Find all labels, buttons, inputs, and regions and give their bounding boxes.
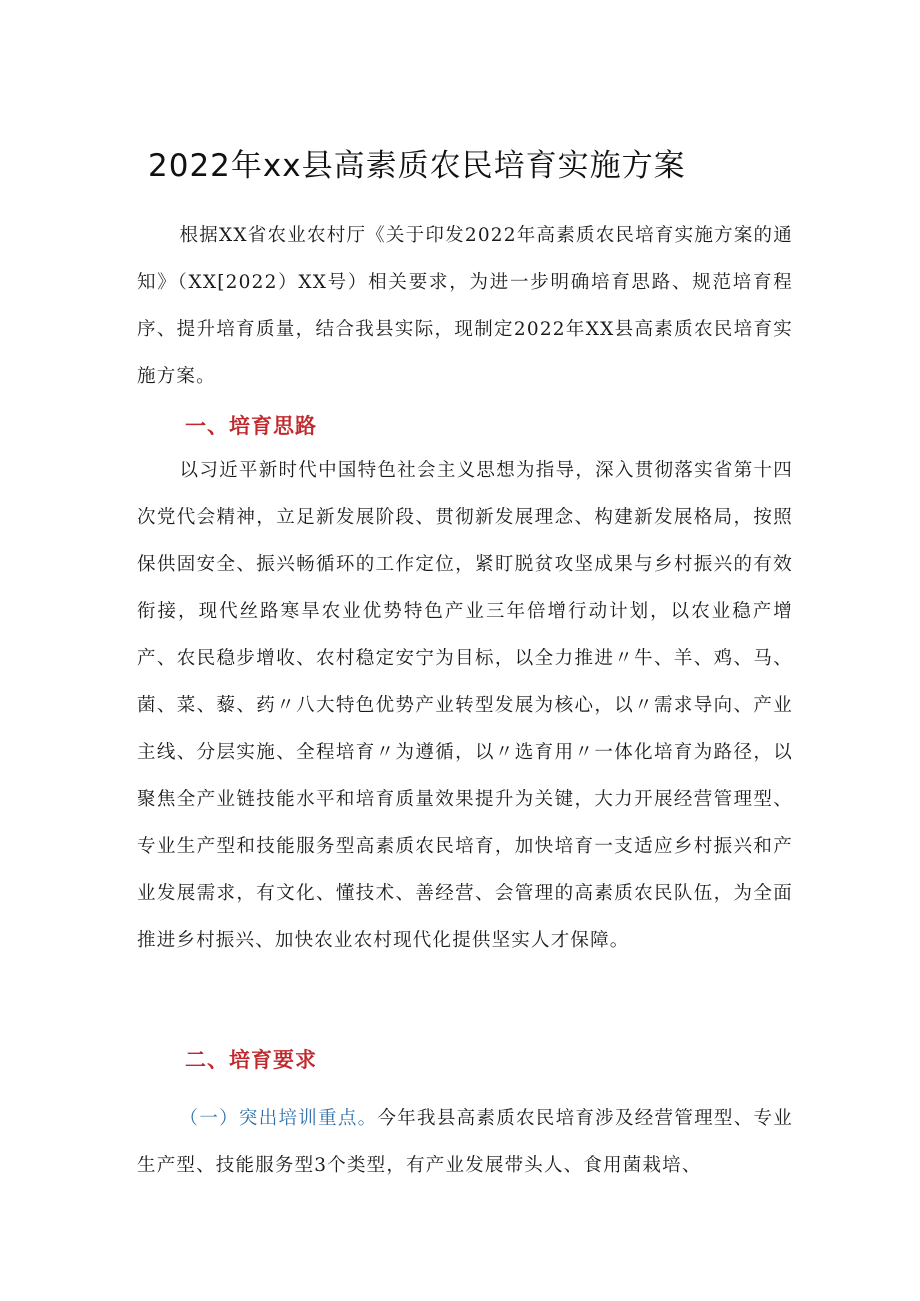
item-1-label: （一）突出培训重点。 (179, 1108, 378, 1129)
intro-paragraph: 根据XX省农业农村厅《关于印发2022年高素质农民培育实施方案的通知》（XX[2022）XX号）相关要求，为进一步明确培育思路、规范培育程序、提升培育质量，结合我县实际，现制定2022年XX县高素质农民培育实施方案。 (137, 225, 793, 387)
section-2-paragraph (137, 1095, 793, 1189)
section-heading-training-requirements: 二、培育要求 (185, 1048, 317, 1072)
section-heading-training-approach: 一、培育思路 (185, 414, 317, 438)
section-1-paragraph: 以习近平新时代中国特色社会主义思想为指导，深入贯彻落实省第十四次党代会精神，立足新发展阶段、贯彻新发展理念、构建新发展格局，按照保供固安全、振兴畅循环的工作定位，紧盯脱贫攻坚成果与乡村振兴的有效衔接，现代丝路寒旱农业优势特色产业三年倍增行动计划，以农业稳产增产、农民稳步增收、农村稳定安宁为目标，以全力推进〃牛、羊、鸡、马、菌、菜、藜、药〃八大特色优势产业转型发展为核心，以〃需求导向、产业主线、分层实施、全程培育〃为遵循，以〃选育用〃一体化培育为路径，以聚焦全产业链技能水平和培育质量效果提升为关键，大力开展经营管理型、专业生产型和技能服务型高素质农民培育，加快培育一支适应乡村振兴和产业发展需求，有文化、懂技术、善经营、会管理的高素质农民队伍，为全面推进乡村振兴、加快农业农村现代化提供坚实人才保障。 (137, 460, 793, 951)
item-1-text: 今年我县高素质农民培育涉及经营管理型、专业生产型、技能服务型3个类型，有产业发展带头人、食用菌栽培、 (137, 1108, 793, 1176)
document-title: 2022年xx县高素质农民培育实施方案 (148, 148, 686, 184)
